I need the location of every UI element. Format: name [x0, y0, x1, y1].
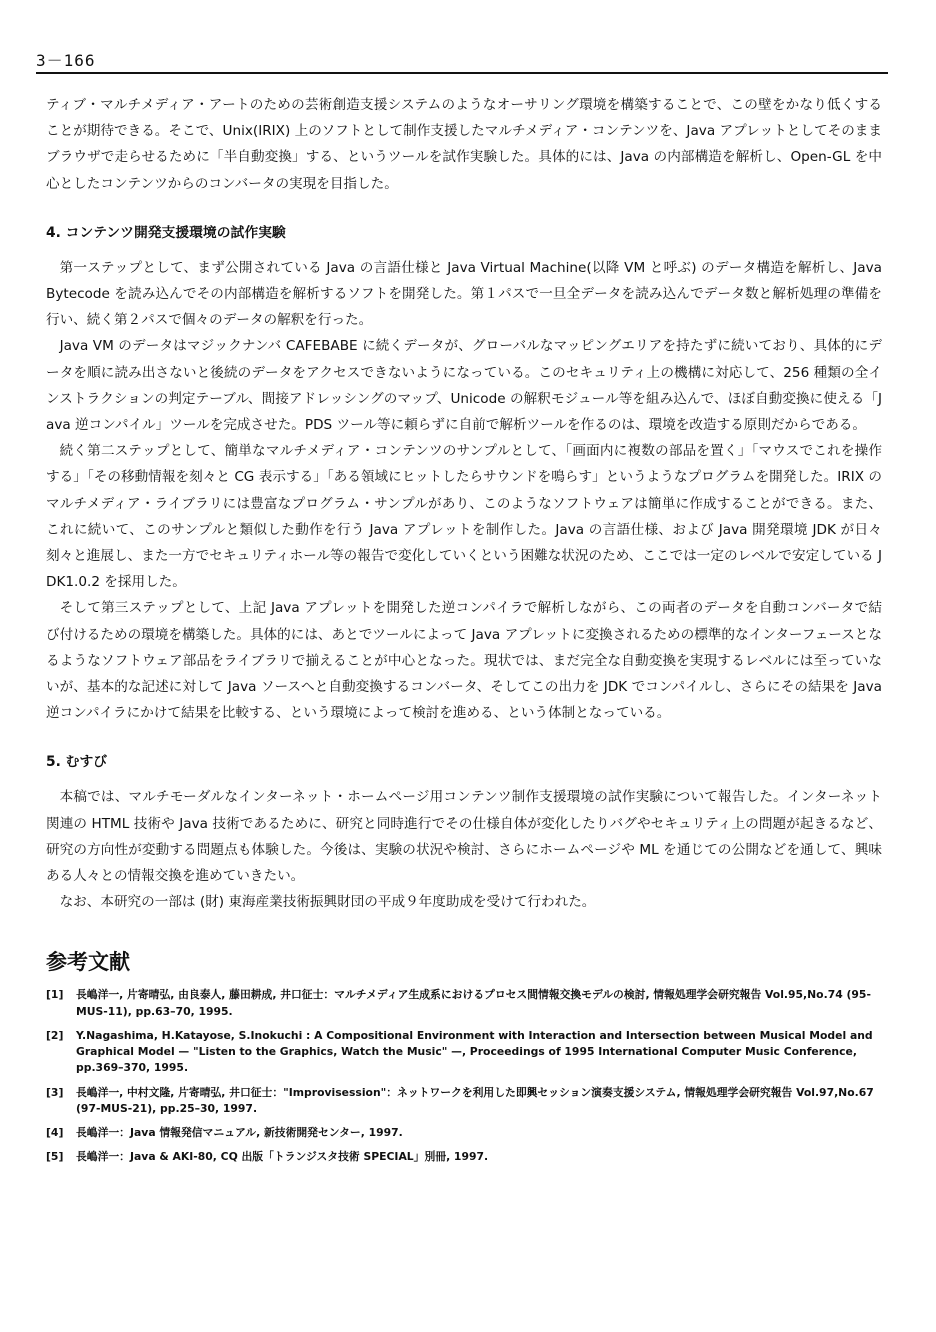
reference-text: Y.Nagashima, H.Katayose, S.Inokuchi : A Compositional Environment with Interaction and Intersection between Musical Model and Graphical Model — "Listen to the Graphics, Watch the Music" —, Proceedings of 1995 International Computer Music Conference, pp.369–370, 1995. [76, 1028, 873, 1075]
reference-number: [2] [46, 1028, 64, 1042]
reference-number: [3] [46, 1085, 64, 1099]
reference-item [46, 1149, 882, 1165]
reference-item [46, 987, 882, 1019]
reference-number: [5] [46, 1150, 64, 1164]
reference-number: [4] [46, 1125, 64, 1139]
page-number: 3－166 [36, 51, 96, 70]
reference-text: 長嶋洋一：Java & AKI-80, CQ 出版「トランジスタ技術 SPECIAL」別冊, 1997. [76, 1150, 489, 1164]
section-5-heading: 5. むすび [46, 754, 108, 771]
section-4-heading: 4. コンテンツ開発支援環境の試作実験 [46, 224, 286, 241]
section-5-paragraph-2: なお、本研究の一部は (財) 東海産業技術振興財団の平成９年度助成を受けて行われた。 [59, 894, 596, 911]
header-rule [36, 72, 888, 74]
reference-text: 長嶋洋一：Java 情報発信マニュアル, 新技術開発センター, 1997. [76, 1125, 403, 1139]
reference-text: 長嶋洋一, 中村文隆, 片寄晴弘, 井口征士："Improvisession"：ネットワークを利用した即興セッション演奏支援システム, 情報処理学会研究報告 Vol.97,No.67 (97-MUS-21), pp.25–30, 1997. [76, 1085, 874, 1115]
references-heading: 参考文献 [46, 950, 130, 975]
reference-number: [1] [46, 988, 64, 1002]
document-body [46, 92, 882, 1173]
reference-item [46, 1085, 882, 1117]
section-4-paragraph-1: 第一ステップとして、まず公開されている Java の言語仕様と Java Virtual Machine(以降 VM と呼ぶ) のデータ構造を解析し、Java Bytecode を読み込んでその内部構造を解析するソフトを開発した。第１パスで一旦全データを読み込んでデータ数と解析処理の準備を行い、続く第２パスで個々のデータの解釈を行った。 [46, 259, 882, 329]
section-4-paragraph-2: Java VM のデータはマジックナンバ CAFEBABE に続くデータが、グローバルなマッピングエリアを持たずに続いており、具体的にデータを順に読み出さないと後続のデータをアクセスできないようになっている。このセキュリティ上の機構に対応して、256 種類の全インストラクションの判定テーブル、間接アドレッシングのマップ、Unicode の解釈モジュール等を組み込んで、ほぼ自動変換に使える「Java 逆コンパイル」ツールを完成させた。PDS ツール等に頼らずに自前で解析ツールを作るのは、環境を改造する原則だからである。 [46, 338, 882, 434]
reference-text: 長嶋洋一, 片寄晴弘, 由良泰人, 藤田耕成, 井口征士：マルチメディア生成系におけるプロセス間情報交換モデルの検討, 情報処理学会研究報告 Vol.95,No.74 (95-MUS-11), pp.63–70, 1995. [76, 988, 871, 1018]
page-header [36, 44, 886, 74]
intro-paragraph: ティブ・マルチメディア・アートのための芸術創造支援システムのようなオーサリング環境を構築することで、この壁をかなり低くすることが期待できる。そこで、Unix(IRIX) 上のソフトとして制作支援したマルチメディア・コンテンツを、Java アプレットとしてそのままブラウザで走らせるために「半自動変換」する、というツールを試作実験した。具体的には、Java の内部構造を解析し、Open-GL を中心としたコンテンツからのコンバータの実現を目指した。 [46, 97, 882, 192]
section-4-paragraph-3: 続く第二ステップとして、簡単なマルチメディア・コンテンツのサンプルとして、「画面内に複数の部品を置く」「マウスでこれを操作する」「その移動情報を刻々と CG 表示する」「ある領域にヒットしたらサウンドを鳴らす」というようなプログラムを開発した。IRIX のマルチメディア・ライブラリには豊富なプログラム・サンプルがあり、このようなソフトウェアは簡単に作成することができる。また、これに続いて、このサンプルと類似した動作を行う Java アプレットを制作した。Java の言語仕様、および Java 開発環境 JDK が日々刻々と進展し、また一方でセキュリティホール等の報告で変化していくという困難な状況のため、ここでは一定のレベルで安定している JDK1.0.2 を採用した。 [46, 443, 882, 591]
reference-item [46, 1125, 882, 1141]
reference-list [46, 987, 882, 1165]
reference-item [46, 1028, 882, 1077]
section-4-paragraph-4: そして第三ステップとして、上記 Java アプレットを開発した逆コンパイラで解析しながら、この両者のデータを自動コンバータで結び付けるための環境を構築した。具体的には、あとでツールによって Java アプレットに変換されるための標準的なインターフェースとなるようなソフトウェア部品をライブラリで揃えることが中心となった。現状では、まだ完全な自動変換を実現するレベルには至っていないが、基本的な記述に対して Java ソースへと自動変換するコンバータ、そしてこの出力を JDK でコンパイルし、さらにその結果を Java 逆コンパイラにかけて結果を比較する、という環境によって検討を進める、という体制となっている。 [46, 600, 882, 722]
section-5-paragraph-1: 本稿では、マルチモーダルなインターネット・ホームページ用コンテンツ制作支援環境の試作実験について報告した。インターネット関連の HTML 技術や Java 技術であるために、研究と同時進行でその仕様自体が変化したりバグやセキュリティ上の問題が起きるなど、研究の方向性が変動する問題点も体験した。今後は、実験の状況や検討、さらにホームページや ML を通じての公開などを通して、興味ある人々との情報交換を進めていきたい。 [46, 789, 882, 885]
